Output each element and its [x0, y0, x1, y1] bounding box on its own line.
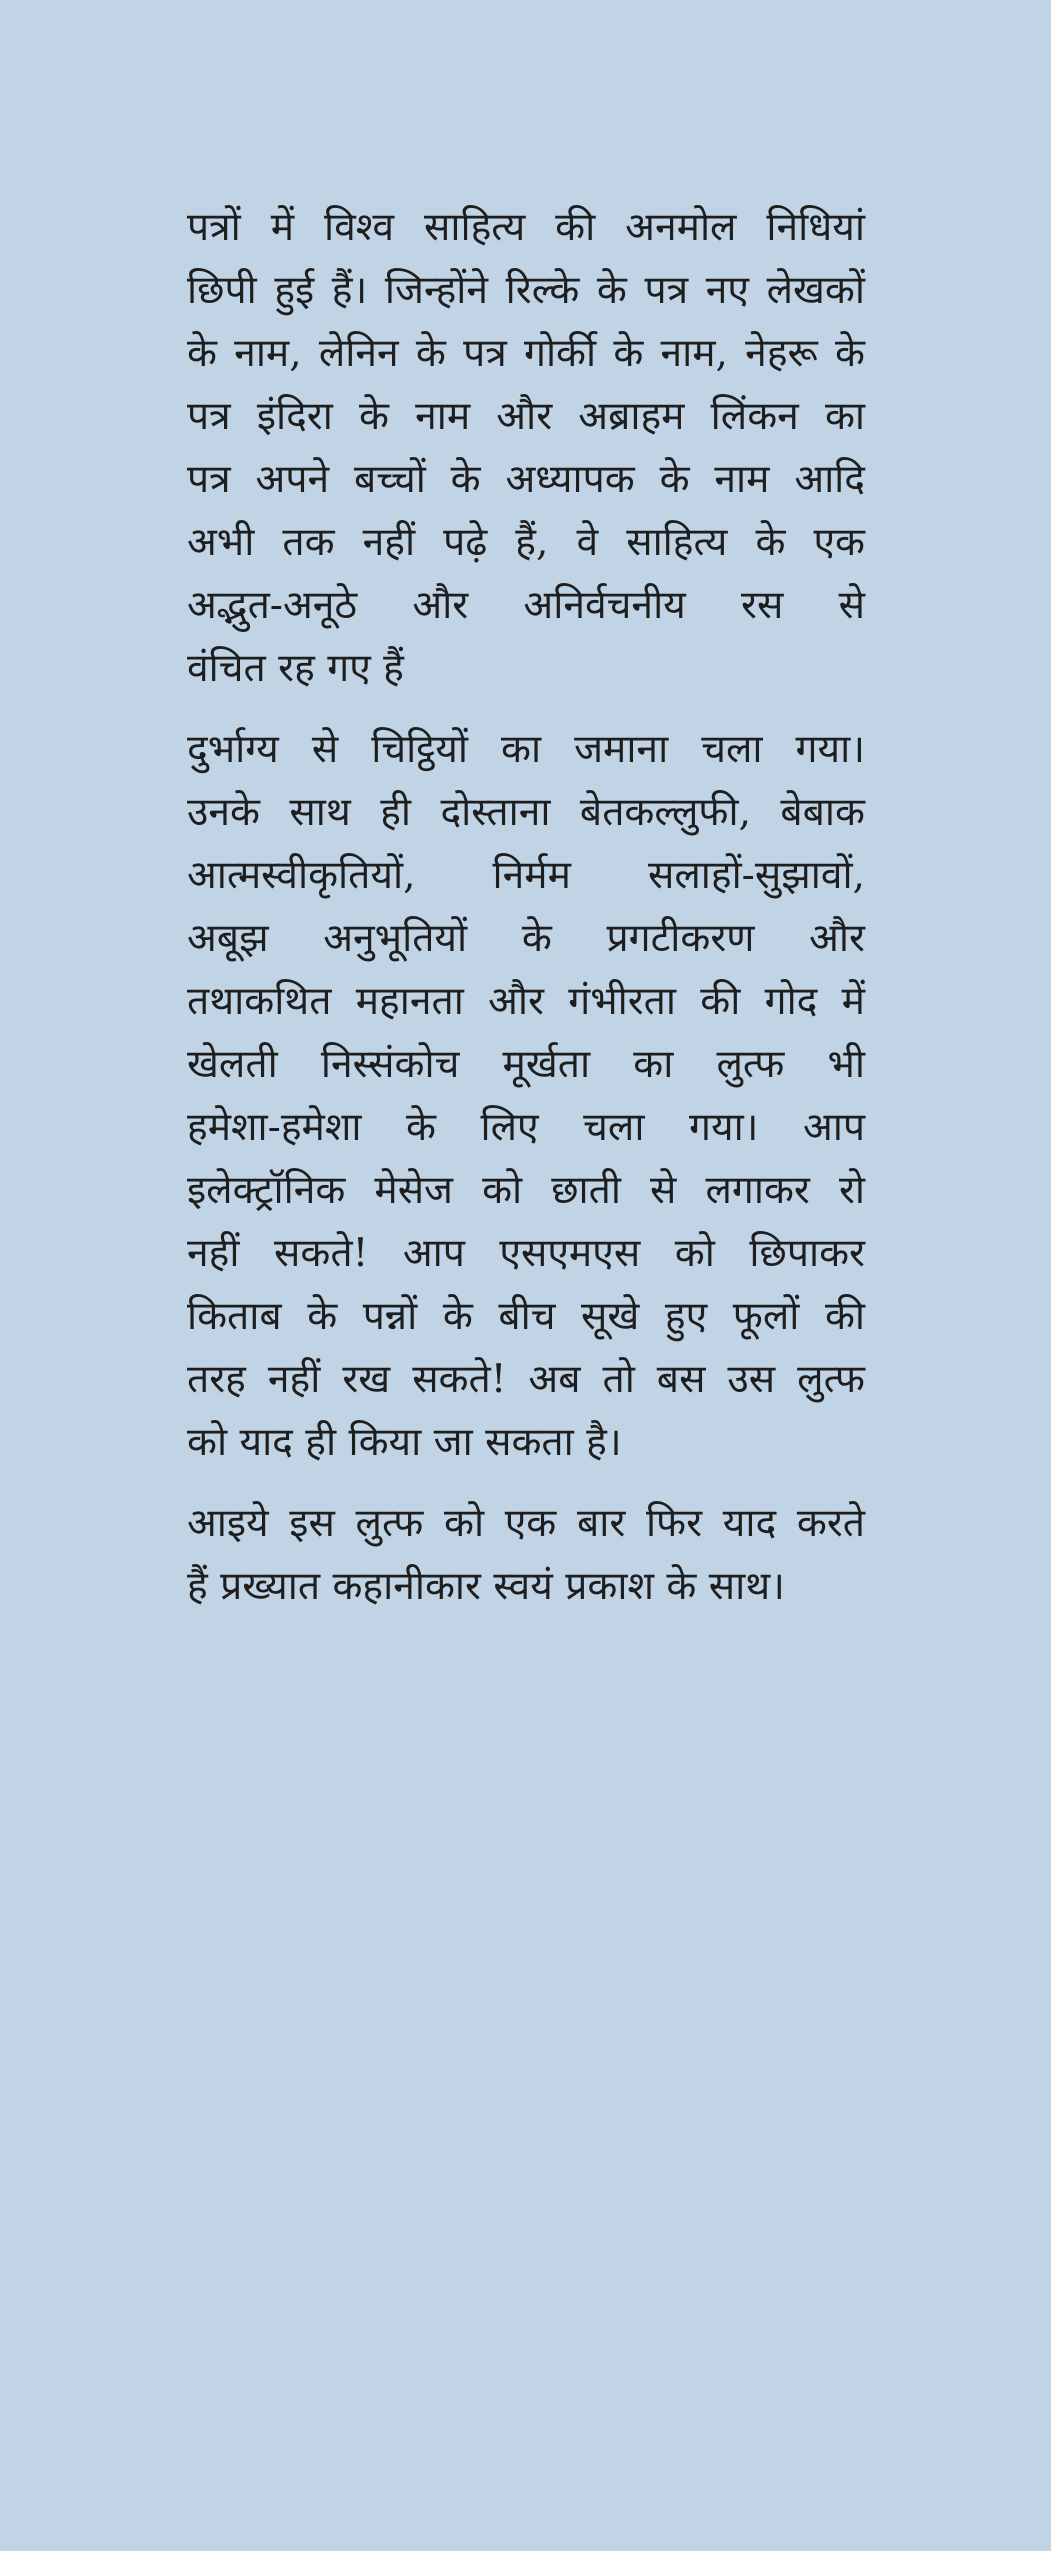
text-line: पत्रों में विश्व साहित्य की अनमोल निधियां [187, 205, 865, 250]
text-line: आइये इस लुत्फ को एक बार फिर याद करते [187, 1501, 865, 1546]
text-line: पत्र इंदिरा के नाम और अब्राहम लिंकन का [187, 394, 865, 439]
text-line: तरह नहीं रख सकते! अब तो बस उस लुत्फ [187, 1357, 865, 1402]
paragraph-1 [187, 196, 865, 700]
text-line: हमेशा-हमेशा के लिए चला गया। आप [187, 1105, 865, 1150]
text-line: छिपी हुई हैं। जिन्होंने रिल्के के पत्र नए लेखकों [187, 268, 865, 313]
text-line: अभी तक नहीं पढ़े हैं, वे साहित्य के एक [187, 520, 865, 565]
text-line: अबूझ अनुभूतियों के प्रगटीकरण और [187, 916, 865, 961]
paragraph-3 [187, 1492, 865, 1618]
text-line: खेलती निस्संकोच मूर्खता का लुत्फ भी [187, 1042, 865, 1087]
text-block [187, 196, 865, 1618]
paragraph-2 [187, 718, 865, 1474]
text-line: हैं प्रख्यात कहानीकार स्वयं प्रकाश के साथ। [187, 1564, 785, 1609]
text-line: के नाम, लेनिन के पत्र गोर्की के नाम, नेहरू के [187, 331, 865, 376]
text-line: तथाकथित महानता और गंभीरता की गोद में [187, 979, 865, 1024]
text-line: उनके साथ ही दोस्ताना बेतकल्लुफी, बेबाक [187, 790, 865, 835]
text-line: को याद ही किया जा सकता है। [187, 1420, 622, 1465]
text-line: दुर्भाग्य से चिट्ठियों का जमाना चला गया। [187, 727, 865, 772]
text-line: नहीं सकते! आप एसएमएस को छिपाकर [187, 1231, 865, 1276]
text-line: पत्र अपने बच्चों के अध्यापक के नाम आदि [187, 457, 865, 502]
text-line: वंचित रह गए हैं [187, 646, 404, 691]
text-line: अद्भुत-अनूठे और अनिर्वचनीय रस से [187, 583, 865, 628]
text-line: इलेक्ट्रॉनिक मेसेज को छाती से लगाकर रो [187, 1168, 865, 1213]
text-line: आत्मस्वीकृतियों, निर्मम सलाहों-सुझावों, [187, 853, 865, 898]
text-line: किताब के पन्नों के बीच सूखे हुए फूलों की [187, 1294, 865, 1339]
